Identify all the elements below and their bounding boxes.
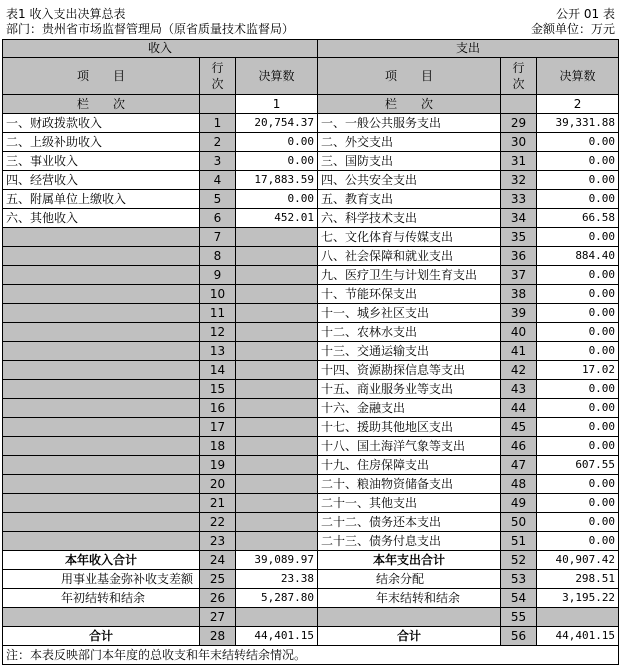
note-row (3, 646, 619, 665)
expense-section-header: 支出 (318, 40, 619, 58)
expense-item: 十四、资源勘探信息等支出 (318, 361, 501, 380)
income-line-no: 23 (200, 532, 236, 551)
income-total-amount: 44,401.15 (236, 627, 318, 646)
income-line-header: 行 次 (200, 58, 236, 95)
income-item (3, 475, 200, 494)
income-column-no: 1 (236, 95, 318, 114)
income-total-line-no: 28 (200, 627, 236, 646)
income-amount: 452.01 (236, 209, 318, 228)
expense-line-no: 29 (501, 114, 537, 133)
income-total-amount: 39,089.97 (236, 551, 318, 570)
expense-amount: 0.00 (537, 285, 619, 304)
expense-amount-header: 决算数 (537, 58, 619, 95)
income-expense-table (2, 39, 619, 665)
expense-line-no: 35 (501, 228, 537, 247)
income-amount (236, 266, 318, 285)
expense-amount: 0.00 (537, 266, 619, 285)
expense-item: 四、公共安全支出 (318, 171, 501, 190)
expense-item: 二、外交支出 (318, 133, 501, 152)
total-row (3, 551, 619, 570)
total-row (3, 589, 619, 608)
expense-total-amount: 298.51 (537, 570, 619, 589)
income-total-item (3, 608, 200, 627)
expense-total-line-no: 53 (501, 570, 537, 589)
income-line-no: 7 (200, 228, 236, 247)
expense-item: 十一、城乡社区支出 (318, 304, 501, 323)
expense-total-amount (537, 608, 619, 627)
income-line-no: 4 (200, 171, 236, 190)
expense-line-no: 50 (501, 513, 537, 532)
expense-line-no: 46 (501, 437, 537, 456)
table-row (3, 494, 619, 513)
table-row (3, 418, 619, 437)
table-row (3, 247, 619, 266)
income-item: 四、经营收入 (3, 171, 200, 190)
expense-line-no: 48 (501, 475, 537, 494)
expense-line-header: 行 次 (501, 58, 537, 95)
income-line-no: 11 (200, 304, 236, 323)
income-line-no: 1 (200, 114, 236, 133)
expense-amount: 0.00 (537, 513, 619, 532)
table-row (3, 304, 619, 323)
column-header-row (3, 58, 619, 95)
table-row (3, 513, 619, 532)
expense-column-no-blank (501, 95, 537, 114)
expense-line-no: 39 (501, 304, 537, 323)
income-amount: 0.00 (236, 133, 318, 152)
table-body (3, 40, 619, 665)
income-item: 六、其他收入 (3, 209, 200, 228)
table-row (3, 190, 619, 209)
expense-amount: 0.00 (537, 323, 619, 342)
income-item (3, 494, 200, 513)
expense-amount: 0.00 (537, 228, 619, 247)
income-amount (236, 285, 318, 304)
column-number-row (3, 95, 619, 114)
expense-amount: 607.55 (537, 456, 619, 475)
expense-item: 十五、商业服务业等支出 (318, 380, 501, 399)
expense-line-no: 37 (501, 266, 537, 285)
expense-item: 八、社会保障和就业支出 (318, 247, 501, 266)
income-line-no: 14 (200, 361, 236, 380)
expense-item: 二十三、债务付息支出 (318, 532, 501, 551)
table-row (3, 152, 619, 171)
expense-item: 六、科学技术支出 (318, 209, 501, 228)
table-row (3, 285, 619, 304)
expense-line-no: 38 (501, 285, 537, 304)
expense-line-no: 31 (501, 152, 537, 171)
income-amount (236, 247, 318, 266)
income-item (3, 247, 200, 266)
income-line-no: 15 (200, 380, 236, 399)
income-amount (236, 304, 318, 323)
income-amount: 0.00 (236, 152, 318, 171)
expense-line-no: 40 (501, 323, 537, 342)
expense-amount: 0.00 (537, 152, 619, 171)
income-line-no: 12 (200, 323, 236, 342)
table-row (3, 266, 619, 285)
expense-item: 十九、住房保障支出 (318, 456, 501, 475)
income-item (3, 380, 200, 399)
income-amount: 20,754.37 (236, 114, 318, 133)
income-amount (236, 475, 318, 494)
income-line-no: 22 (200, 513, 236, 532)
income-amount (236, 532, 318, 551)
income-item: 一、财政拨款收入 (3, 114, 200, 133)
income-item (3, 437, 200, 456)
table-row (3, 171, 619, 190)
table-note: 注：本表反映部门本年度的总收支和年末结转结余情况。 (3, 646, 619, 665)
income-item: 五、附属单位上缴收入 (3, 190, 200, 209)
table-row (3, 323, 619, 342)
income-total-amount: 23.38 (236, 570, 318, 589)
expense-item: 十、节能环保支出 (318, 285, 501, 304)
table-row (3, 361, 619, 380)
expense-line-no: 51 (501, 532, 537, 551)
income-item (3, 266, 200, 285)
expense-amount: 0.00 (537, 190, 619, 209)
expense-column-no-label: 栏 次 (318, 95, 501, 114)
income-amount (236, 494, 318, 513)
total-row (3, 627, 619, 646)
income-item (3, 532, 200, 551)
table-row (3, 437, 619, 456)
income-line-no: 6 (200, 209, 236, 228)
expense-total-line-no: 52 (501, 551, 537, 570)
income-column-no-label: 栏 次 (3, 95, 200, 114)
income-line-no: 20 (200, 475, 236, 494)
income-item (3, 342, 200, 361)
expense-total-line-no: 54 (501, 589, 537, 608)
expense-item: 十七、援助其他地区支出 (318, 418, 501, 437)
table-row (3, 209, 619, 228)
income-line-no: 17 (200, 418, 236, 437)
income-item-header: 项 目 (3, 58, 200, 95)
expense-line-no: 30 (501, 133, 537, 152)
expense-total-line-no: 55 (501, 608, 537, 627)
expense-item-header: 项 目 (318, 58, 501, 95)
expense-amount: 0.00 (537, 437, 619, 456)
expense-total-item: 结余分配 (318, 570, 501, 589)
income-amount (236, 418, 318, 437)
income-item: 三、事业收入 (3, 152, 200, 171)
expense-amount: 0.00 (537, 418, 619, 437)
income-amount-header: 决算数 (236, 58, 318, 95)
income-item (3, 361, 200, 380)
expense-item: 七、文化体育与传媒支出 (318, 228, 501, 247)
income-amount: 0.00 (236, 190, 318, 209)
expense-line-no: 47 (501, 456, 537, 475)
income-total-item: 用事业基金弥补收支差额 (3, 570, 200, 589)
expense-line-no: 36 (501, 247, 537, 266)
income-line-no: 21 (200, 494, 236, 513)
department-label: 部门：贵州省市场监督管理局（原省质量技术监督局） (6, 22, 295, 36)
expense-amount: 0.00 (537, 304, 619, 323)
income-total-line-no: 25 (200, 570, 236, 589)
table-row (3, 114, 619, 133)
income-item (3, 285, 200, 304)
table-row (3, 456, 619, 475)
income-amount (236, 228, 318, 247)
income-column-no-blank (200, 95, 236, 114)
income-line-no: 5 (200, 190, 236, 209)
expense-amount: 17.02 (537, 361, 619, 380)
income-item (3, 456, 200, 475)
income-line-no: 16 (200, 399, 236, 418)
expense-line-no: 49 (501, 494, 537, 513)
income-total-line-no: 27 (200, 608, 236, 627)
expense-line-no: 41 (501, 342, 537, 361)
section-header-row (3, 40, 619, 58)
expense-item: 五、教育支出 (318, 190, 501, 209)
table-row (3, 133, 619, 152)
table-row (3, 475, 619, 494)
income-total-amount: 5,287.80 (236, 589, 318, 608)
income-amount (236, 380, 318, 399)
expense-item: 三、国防支出 (318, 152, 501, 171)
total-row (3, 570, 619, 589)
expense-item: 十六、金融支出 (318, 399, 501, 418)
expense-item: 二十、粮油物资储备支出 (318, 475, 501, 494)
income-amount (236, 342, 318, 361)
expense-line-no: 34 (501, 209, 537, 228)
table-row (3, 228, 619, 247)
income-line-no: 2 (200, 133, 236, 152)
expense-line-no: 42 (501, 361, 537, 380)
expense-line-no: 32 (501, 171, 537, 190)
income-item (3, 323, 200, 342)
income-line-no: 8 (200, 247, 236, 266)
expense-item: 二十二、债务还本支出 (318, 513, 501, 532)
expense-amount: 0.00 (537, 532, 619, 551)
income-amount: 17,883.59 (236, 171, 318, 190)
expense-total-item: 合计 (318, 627, 501, 646)
expense-item: 十三、交通运输支出 (318, 342, 501, 361)
income-line-no: 13 (200, 342, 236, 361)
expense-amount: 0.00 (537, 475, 619, 494)
expense-total-amount: 44,401.15 (537, 627, 619, 646)
expense-total-item (318, 608, 501, 627)
table-row (3, 532, 619, 551)
income-amount (236, 323, 318, 342)
expense-item: 一、一般公共服务支出 (318, 114, 501, 133)
expense-total-amount: 40,907.42 (537, 551, 619, 570)
income-total-item: 年初结转和结余 (3, 589, 200, 608)
income-item (3, 399, 200, 418)
income-item (3, 513, 200, 532)
income-total-amount (236, 608, 318, 627)
income-amount (236, 437, 318, 456)
income-amount (236, 456, 318, 475)
expense-line-no: 43 (501, 380, 537, 399)
total-row (3, 608, 619, 627)
income-item (3, 228, 200, 247)
expense-item: 二十一、其他支出 (318, 494, 501, 513)
table-row (3, 342, 619, 361)
expense-line-no: 45 (501, 418, 537, 437)
table-row (3, 399, 619, 418)
income-line-no: 3 (200, 152, 236, 171)
expense-item: 十八、国土海洋气象等支出 (318, 437, 501, 456)
expense-amount: 0.00 (537, 171, 619, 190)
income-item (3, 418, 200, 437)
expense-amount: 0.00 (537, 342, 619, 361)
report-title: 表1 收入支出决算总表 (6, 7, 126, 21)
expense-amount: 39,331.88 (537, 114, 619, 133)
income-total-line-no: 24 (200, 551, 236, 570)
income-total-line-no: 26 (200, 589, 236, 608)
unit-label: 金额单位：万元 (530, 22, 615, 36)
expense-amount: 0.00 (537, 133, 619, 152)
income-amount (236, 399, 318, 418)
form-number: 公开 01 表 (556, 7, 615, 21)
expense-total-item: 年末结转和结余 (318, 589, 501, 608)
expense-amount: 0.00 (537, 494, 619, 513)
income-item: 二、上级补助收入 (3, 133, 200, 152)
income-section-header: 收入 (3, 40, 318, 58)
expense-item: 九、医疗卫生与计划生育支出 (318, 266, 501, 285)
expense-line-no: 44 (501, 399, 537, 418)
income-line-no: 10 (200, 285, 236, 304)
expense-amount: 0.00 (537, 380, 619, 399)
income-line-no: 18 (200, 437, 236, 456)
expense-amount: 0.00 (537, 399, 619, 418)
income-line-no: 19 (200, 456, 236, 475)
income-line-no: 9 (200, 266, 236, 285)
expense-total-line-no: 56 (501, 627, 537, 646)
expense-amount: 66.58 (537, 209, 619, 228)
expense-line-no: 33 (501, 190, 537, 209)
income-total-item: 合计 (3, 627, 200, 646)
expense-total-item: 本年支出合计 (318, 551, 501, 570)
table-row (3, 380, 619, 399)
income-amount (236, 361, 318, 380)
expense-total-amount: 3,195.22 (537, 589, 619, 608)
expense-amount: 884.40 (537, 247, 619, 266)
expense-item: 十二、农林水支出 (318, 323, 501, 342)
income-total-item: 本年收入合计 (3, 551, 200, 570)
income-amount (236, 513, 318, 532)
expense-column-no: 2 (537, 95, 619, 114)
income-item (3, 304, 200, 323)
